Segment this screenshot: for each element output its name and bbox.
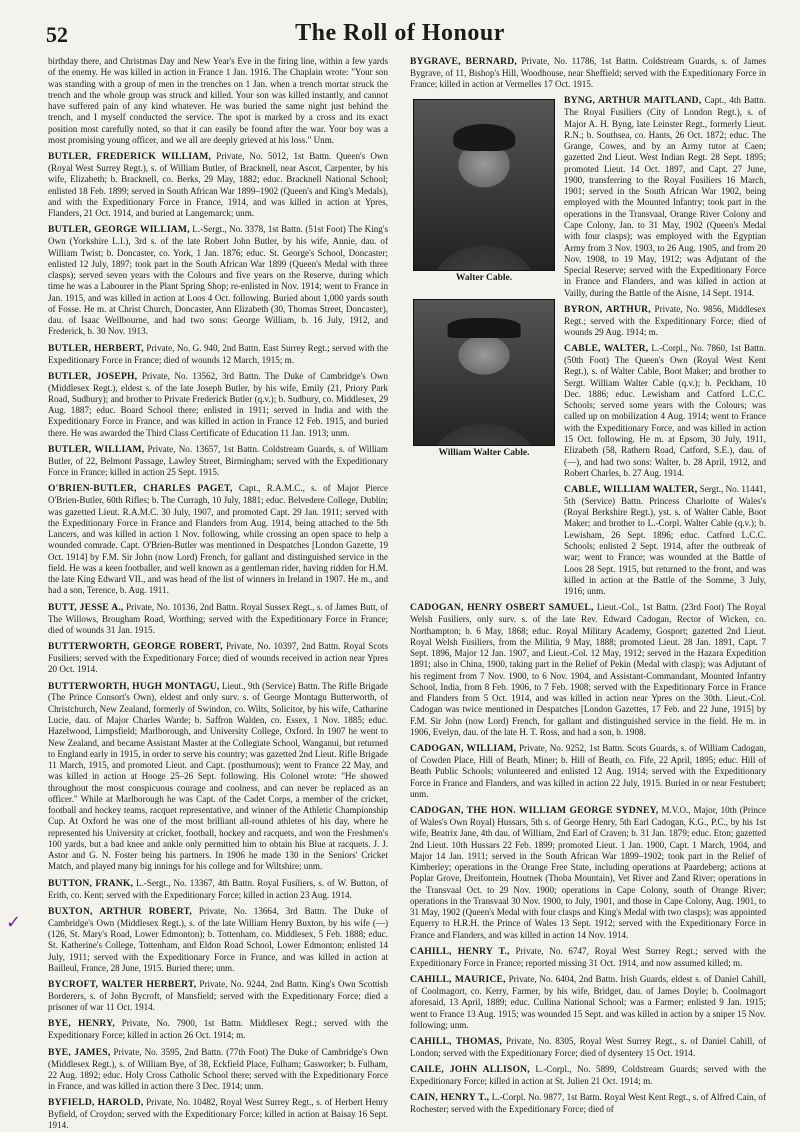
entry-text: Private, No. 13657, 1st Battn. Coldstream Guards, s. of William Butler, of 22, Belmont Passage, Lawley Street, Birmingham; served with the Expeditionary Force in France; killed in action 25 Sept. 1915.	[48, 444, 388, 478]
entry-name: BUTTON, FRANK,	[48, 877, 134, 889]
entry-text: L.-Corpl., No. 7860, 1st Battn. (50th Foot) The Queen's Own (Royal West Kent Regt.), s. of Walter Cable, Boot Maker; and brother to Sergt. William Walter Cable (q.v.); b. Peckham, 10 Dec. 1886; educ. Lewisham and Catford L.C.C. Schools; served some years with the Colours; was called up on mobilization 4 Aug. 1914; went to France with the Expeditionary Force, and was killed in action 15 Oct. following. He m. at Epsom, 30 July, 1911, Elizabeth (58, Rathern Road, Catford, S.E.), dau. of (—), and had two sons: Walter, b. 28 April, 1912, and Robert Charles, b. 27 Aug. 1914.	[564, 343, 766, 478]
entry-text: Private, No. 5012, 1st Battn. Queen's Own (Royal West Surrey Regt.), s. of William Butler, of Bracknell, near Ascot, Carpenter, by his wife, Elizabeth; b. Bracknell, co. Berks, 29 May, 1882; educ. Bracknell National School; enlisted 18 Feb. 1899; served in South African War 1899–1902 (Queen's and King's Medals), and with the Expeditionary Force in France, 1914, and was killed in action at Ypres, Flanders, 21 Oct. 1914, and buried at Langemarck; unm.	[48, 151, 389, 219]
entry-name: CADOGAN, THE HON. WILLIAM GEORGE SYDNEY,	[410, 805, 659, 817]
entry-name: O'BRIEN-BUTLER, CHARLES PAGET,	[48, 483, 233, 495]
entry-text: Private, No. 11786, 1st Battn. Coldstream Guards, s. of James Bygrave, of 11, Bishop's Hill, Woodhouse, near Sheffield; served with the Expeditionary Force in France; killed in action at Vermelles 17 Oct. 1915.	[410, 56, 766, 90]
entry-text: Capt., 4th Battn. The Royal Fusiliers (City of London Regt.), s. of Major A. H. Byng, late Leinster Regt., formerly Lieut. R.N.; b. Southsea, co. Hants, 26 Oct. 1872; educ. The Grange, Cowes, and by an Army tutor at Caen; gazetted 2nd Lieut. West Indian Regt. 28 Sept. 1895; promoted Lieut. 14 Oct. 1897, and Capt. 27 June, 1900, transferring to the Royal Fusiliers 16 March, 1901; served in the South African War 1902, being employed with the Mounted Infantry; took part in the operations in the Transvaal, Orange River Colony and Cape Colony, Jan. to 31 May, 1902 (Queen's Medal with four clasps); was employed with the Egyptian Army from 3 Nov. 1903, to 26 Aug. 1905, and from 20 Nov. 1908, to 19 May, 1912; was Adjutant of the Special Reserve; served with the Expeditionary Force in France and Flanders, and was killed in action at Vailly, during the Battle of the Aisne, 14 Sept. 1914.	[564, 95, 766, 298]
entry-name: CADOGAN, WILLIAM,	[410, 743, 517, 755]
page-number: 52	[46, 22, 68, 47]
entry-name: BUTLER, GEORGE WILLIAM,	[48, 224, 190, 236]
roll-entry	[564, 95, 766, 298]
roll-entry	[564, 304, 766, 338]
entry-text: Private, No. G. 940, 2nd Battn. East Surrey Regt.; served with the Expeditionary Force in France; died of wounds 12 March, 1915; m.	[48, 342, 388, 365]
roll-entry	[410, 1092, 766, 1115]
roll-entry	[410, 602, 766, 738]
roll-entry	[410, 743, 766, 800]
entry-name: BUTLER, FREDERICK WILLIAM,	[48, 151, 212, 163]
entry-text: L.-Corpl., No. 5899, Coldstream Guards; served with the Expeditionary Force; killed in action at St. Julien 21 Oct. 1914; m.	[410, 1064, 766, 1087]
roll-entry	[48, 56, 388, 146]
entry-text: Private, No. 10136, 2nd Battn. Royal Sussex Regt., s. of James Butt, of The Willows, Brougham Road, Worthing; served with the Expeditionary Force in France; died of wounds 31 Jan. 1915.	[48, 601, 388, 635]
entry-text: Private, No. 13562, 3rd Battn. The Duke of Cambridge's Own (Middlesex Regt.), eldest s. of the late Joseph Butler, by his wife, Emily (21, Priory Park Road, Sudbury); and brother to Private Frederick Butler (q.v.); b. Sudbury, co. Middlesex, 29 Aug. 1887; educ. Board School there; enlisted in 1911; served in India and with the Expeditionary Force in France, and was killed in action in France 12 Feb. 1915, and buried there. He was awarded the Third Class Certificate of Education 11 Jan. 1913; unm.	[48, 370, 388, 438]
entry-name: CAHILL, THOMAS,	[410, 1036, 503, 1048]
right-bottom-entries	[410, 602, 766, 1115]
entry-name: BUXTON, ARTHUR ROBERT,	[48, 905, 193, 917]
handwritten-tick-mark: ✓	[6, 912, 22, 933]
roll-entry	[564, 484, 766, 597]
entry-text: L.-Corpl. No. 9877, 1st Battn. Royal West Kent Regt., s. of Alfred Cain, of Rochester; served with the Expeditionary Force; died of	[410, 1092, 766, 1115]
entry-text: M.V.O., Major, 10th (Prince of Wales's Own Royal) Hussars, 5th s. of George Henry, 5th Earl Cadogan, K.G., P.C., by his 1st wife, Beatrix Jane, 4th dau. of William, 2nd Earl of Craven; b. 31 Jan. 1879; educ. Eton; gazetted 2nd Lieut. 10th Hussars 22 Feb. 1899; promoted Lieut. 1 Jan. 1900, Capt. 1 March, 1904, and Major 14 Jan. 1911; served in the South African War 1899–1902; took part in the Relief of Kimberley; operations in the Orange Free State, including operations at Paardeberg; actions at Poplar Grove, Dreifontein, Houtnek (Thoba Mountain), Vet River and Zand River; operations in the Transvaal Oct. to 29 Nov. 1900; operations in Cape Colony, south of Orange River; operations in the Transvaal 30 Nov. 1900, to July, 1901, and those in Cape Colony, Aug. 1901, to 31 May, 1902 (Queen's Medal with four clasps and King's Medal with two clasps); was appointed Equerry to H.R.H. the Prince of Wales 13 Sept. 1912; served with the Expeditionary Force in France and Flanders, and was killed in action 14 Nov. 1914.	[410, 805, 766, 940]
entry-text: Private, No. 10397, 2nd Battn. Royal Scots Fusiliers; served with the Expeditionary Force; died of wounds received in action near Ypres 20 Oct. 1914.	[48, 641, 388, 675]
entry-name: CAHILL, MAURICE,	[410, 974, 506, 986]
entry-name: BUTLER, HERBERT,	[48, 342, 144, 354]
entry-text: Private, No. 6404, 2nd Battn. Irish Guards, eldest s. of Daniel Cahill, of Coolmagort, co. Kerry, Farmer, by his wife, Bridget, dau. of James Doyle; b. Coolmagort aforesaid, 13 April, 1889; educ. Cullina National School; was a Farmer; enlisted 9 Jan. 1915; went to France 13 Aug. 1915; was wounded 15 Sept. and was killed in action by a sniper 15 Nov. following; unm.	[410, 974, 766, 1030]
roll-entry	[410, 1036, 766, 1059]
entry-name: BYCROFT, WALTER HERBERT,	[48, 979, 197, 991]
roll-entry	[410, 946, 766, 969]
page-title: The Roll of Honour	[295, 20, 505, 46]
roll-entry	[48, 224, 388, 337]
photo-caption: William Walter Cable.	[438, 448, 530, 459]
entry-text: Private, No. 9252, 1st Battn. Scots Guards, s. of William Cadogan, of Cowden Place, Hill of Beath, Miner; b. Hill of Beath, co. Fife, 22 April, 1895; educ. Hill of Beath Public Schools; volunteered and enlisted 12 Aug. 1914; served with the Expeditionary Force in France and Flanders, and was killed in action 22 July, 1915. Buried in or near Festubert; unm.	[410, 743, 766, 799]
entry-name: BYGRAVE, BERNARD,	[410, 56, 517, 67]
roll-entry	[48, 343, 388, 366]
roll-entry	[48, 151, 388, 219]
entry-text: Private, No. 6747, Royal West Surrey Regt.; served with the Expeditionary Force in France; reported missing 31 Oct. 1914, and now assumed killed; m.	[410, 945, 766, 968]
entry-name: BYRON, ARTHUR,	[564, 303, 651, 315]
roll-entry	[48, 641, 388, 675]
left-column	[48, 56, 389, 1131]
portrait-photo	[413, 299, 555, 446]
photo-caption: Walter Cable.	[455, 273, 513, 284]
roll-entry	[48, 979, 388, 1013]
right-column	[410, 56, 766, 1115]
entry-name: CAILE, JOHN ALLISON,	[410, 1064, 530, 1076]
roll-entry	[410, 1064, 766, 1087]
photo-column	[410, 95, 558, 602]
roll-entry	[410, 805, 766, 941]
entry-name: BUTTERWORTH, HUGH MONTAGU,	[48, 680, 220, 692]
entry-text: Lieut.-Col., 1st Battn. (23rd Foot) The Royal Welsh Fusiliers, only surv. s. of the late Rev. Edward Cadogan, Rector of Wicken, co. Northampton; b. 6 May, 1868; educ. Royal Military Academy, Gosport; gazetted 2nd Lieut. Royal Welsh Fusiliers, from the Militia, 9 May, 1888; promoted Lieut. 28 Jan. 1891, Capt. 7 Sept. 1896, Major 12 Jan. 1907, and Lieut.-Col. 12 May, 1912; served in the Hazara Expedition 1891; also in China, 1900, taking part in the Relief of Pekin (Medal with clasp); was Adjutant of his regiment from 7 Nov. 1900, to 6 Nov. 1904, and Assistant-Commandant, Mounted Infantry School, India, from 8 Feb. 1906, to 7 Feb. 1908; served with the Expeditionary Force in France and Flanders from 5 Oct. 1914, and was killed in action near Ypres on the 30th. Lieut.-Col. Cadogan was twice mentioned in Despatches [London Gazettes, 17 Feb. and 22 June, 1915] by F.M. Sir John (now Lord) French, for gallant and distinguished service in the field. He m. in 1906, Evelyn, dau. of the late H. T. Ross, and had a son, b. 1908.	[410, 602, 766, 737]
photo-block	[410, 95, 766, 602]
photo-william-walter-cable	[410, 299, 558, 468]
roll-entry	[564, 343, 766, 479]
entry-name: BYFIELD, HAROLD,	[48, 1097, 144, 1109]
entry-text: Lieut., 9th (Service) Battn. The Rifle Brigade (The Prince Consort's Own), eldest and only surv. s. of George Montagu Butterworth, of Christchurch, New Zealand, formerly of Swindon, co. Wilts, Solicitor, by his wife, Catharine Lucie, dau. of Major Charles Warde; b. Saffron Walden, co. Essex, 1 Nov. 1885; educ. Hazelwood, Limpsfield; Marlborough, and University College, Oxford. In 1907 he went to New Zealand, and became Assistant Master at the Collegiate School, Wanganui, but returned to England early in 1915, in order to serve his country; was gazetted 2nd Lieut. Rifle Brigade 11 March, 1915, and promoted Lieut. and Capt. (posthumous); went to France 22 May, and was killed in action at Hooge 25–26 Sept. following. His Colonel wrote: "He showed throughout the most conspicuous courage and coolness, and can never be replaced as an officer." While at Marlborough he was Capt. of the Cadet Corps, a member of the cricket, football and hockey teams, racquet representative, and winner of the Athletic Championship Cup. At Oxford he was one of the most brilliant all-round athletes of his day, where he represented his University at cricket, football, hockey and racquets, and won the Freshmen's 100 yards, but a bad knee and ankle only permitted him to obtain his Blue at racquets. J. J. Astor and G. N. Foster being his partners. In 1906 he made 130 in the Seniors' Cricket Match, and played many big innings for his college and for Wiltshire; unm.	[48, 680, 388, 872]
entry-text: Private, No. 7900, 1st Battn. Middlesex Regt.; served with the Expeditionary Force; killed in action 26 Oct. 1914; m.	[48, 1018, 388, 1041]
entry-name: BYE, HENRY,	[48, 1018, 115, 1030]
roll-entry	[48, 681, 388, 873]
entry-name: BUTT, JESSE A.,	[48, 601, 124, 613]
entry-name: CABLE, WALTER,	[564, 343, 649, 355]
roll-entry	[48, 1097, 388, 1131]
roll-entry	[48, 906, 388, 974]
entry-text: Private, No. 8305, Royal West Surrey Regt., s. of Daniel Cahill, of London; served with the Expeditionary Force; died of dysentery 15 Oct. 1914.	[410, 1036, 766, 1058]
entry-text: Private, No. 9856, Middlesex Regt.; served with the Expeditionary Force; died of wounds 29 Aug. 1914; m.	[564, 303, 766, 337]
entry-text: Capt., R.A.M.C., s. of Major Pierce O'Brien-Butler, 60th Rifles; b. The Curragh, 10 July, 1881; educ. Belvedere College, Dublin; was gazetted Lieut. R.A.M.C. 30 July, 1907, and promoted Capt. 29 Jan. 1911; served with the Expeditionary Force in France and Flanders from Aug. 1914, being attached to the 5th Lancers, and was killed in action 1 Nov. following, while crossing an open space to help a wounded comrade. Capt. O'Brien-Butler was mentioned in Despatches [London Gazette, 19 Oct. 1914] by F.M. Sir John (now Lord) French, for gallant and distinguished service in the field. He was a keen footballer, and well known as a gentleman rider, having ridden for H.M. the late King Edward VII., and was head of the list of winners in Ireland in 1907. He m., and had a son, Terence, b. Aug. 1911.	[48, 483, 388, 596]
roll-entry	[48, 483, 388, 596]
entry-name: BYNG, ARTHUR MAITLAND,	[564, 95, 702, 107]
roll-entry	[48, 602, 388, 636]
roll-entry	[48, 371, 388, 439]
roll-entry	[410, 56, 766, 90]
entry-text: Private, No. 13664, 3rd Battn. The Duke of Cambridge's Own (Middlesex Regt.), s. of the late William Henry Buxton, by his wife (—) (126, St. Mary's Road, Lower Edmonton); b. Tottenham, co. Middlesex, 5 Feb. 1888; educ. St. Katherine's College, Tottenham, and Eldon Road School, Lower Edmonton; enlisted 14 July, 1911; served with the Expeditionary Force in France, and was killed in action at Bailleul, France, 28 June, 1915. Buried there; unm.	[48, 905, 389, 973]
right-side-entries	[564, 95, 766, 602]
entry-name: CAIN, HENRY T.,	[410, 1092, 490, 1104]
entry-text: Private, No. 9244, 2nd Battn. King's Own Scottish Borderers, s. of John Bycroft, of Mansfield; served with the Expeditionary Force; died a prisoner of war 11 Oct. 1914.	[48, 979, 388, 1013]
roll-entry	[48, 1018, 388, 1041]
entry-text: Private, No. 10482, Royal West Surrey Regt., s. of Herbert Henry Byfield, of Croydon; served with the Expeditionary Force; killed in action at Baisay 16 Sept. 1914.	[48, 1097, 388, 1131]
entry-name: CAHILL, HENRY T.,	[410, 945, 510, 957]
right-top-entries	[410, 56, 766, 90]
portrait-photo	[413, 99, 555, 271]
roll-entry	[48, 1047, 388, 1093]
entry-name: CADOGAN, HENRY OSBERT SAMUEL,	[410, 602, 594, 614]
entry-name: BUTLER, JOSEPH,	[48, 370, 138, 382]
entry-text: Sergt., No. 11441, 5th (Service) Battn. Princess Charlotte of Wales's (Royal Berkshire Regt.), yst. s. of Walter Cable, Boot Maker; and brother to L.-Corpl. Walter Cable (q.v.); b. Lewisham, 26 Sept. 1896; educ. Catford L.C.C. Schools; enlisted 2 Sept. 1914, after the outbreak of war; went to France; was wounded at the Battle of Loos 28 Sept. 1915, but returned to the front, and was killed in action at the Battle of the Somme, 3 July, 1916; unm.	[564, 484, 766, 597]
roll-entry	[48, 444, 388, 478]
entry-text: birthday there, and Christmas Day and New Year's Eve in the firing line, within a few yards of the enemy. He was killed in action in France 1 Jan. 1916. The Chaplain wrote: "Your son was standing with a group of men in the trenches on 1 Jan. when a trench mortar struck the trench and the whole group was struck and killed. Your son was killed instantly, and cannot have suffered pain of any kind whatever. He was buried the same night just behind the trench, and I myself conducted the service. The spot is marked by a cross and its exact position most carefully noted, so that it can easily be found after the war. Your boy was a most promising young officer, and we all are deeply grieved at his loss." Unm.	[48, 56, 388, 145]
roll-entry	[48, 878, 388, 901]
entry-text: Private, No. 3595, 2nd Battn. (77th Foot) The Duke of Cambridge's Own (Middlesex Regt.), s. of William Bye, of 38, Eckfield Place, Fulham; Gasworker; b. Fulham, 22 Aug. 1892; educ. Holy Cross Catholic School there; served with the Expeditionary Force in France, and was killed in action there 3 Dec. 1914; unm.	[48, 1046, 388, 1092]
entry-name: BYE, JAMES,	[48, 1046, 111, 1058]
roll-entry	[410, 974, 766, 1031]
entry-text: L.-Sergt., No. 13367, 4th Battn. Royal Fusiliers, s. of W. Button, of Erith, co. Kent; served with the Expeditionary Force; killed in action 23 Aug. 1914.	[48, 877, 389, 900]
entry-name: BUTTERWORTH, GEORGE ROBERT,	[48, 641, 223, 653]
entry-text: L.-Sergt., No. 3378, 1st Battn. (51st Foot) The King's Own (Yorkshire L.I.), 3rd s. of the late Robert John Butler, by his wife, Annie, dau. of William Twist; b. Doncaster, co. York, 1 Jan. 1876; educ. St. George's School, Doncaster; enlisted 12 July, 1897; took part in the South African War 1899 (Queen's Medal with three clasps); served seven years with the Colours and five years on the Reserve, during which time he was a Labourer in the Plant Spring Shop; re-enlisted in Nov. 1914; went to France in Jan. 1915, and was killed in action at Loos 4 Oct. following. Buried about 1,000 yards south of Fosse. He m. at Christ Church, Doncaster, Ann Elizabeth (30, Thomas Street, Doncaster), dau. of Isaac Wellbourne, and had two sons: George William, b. 16 July, 1912, and Frederick, b. 30 Nov. 1913.	[48, 224, 388, 337]
entry-name: BUTLER, WILLIAM,	[48, 444, 145, 455]
entry-name: CABLE, WILLIAM WALTER,	[564, 484, 698, 496]
photo-walter-cable	[410, 99, 558, 293]
